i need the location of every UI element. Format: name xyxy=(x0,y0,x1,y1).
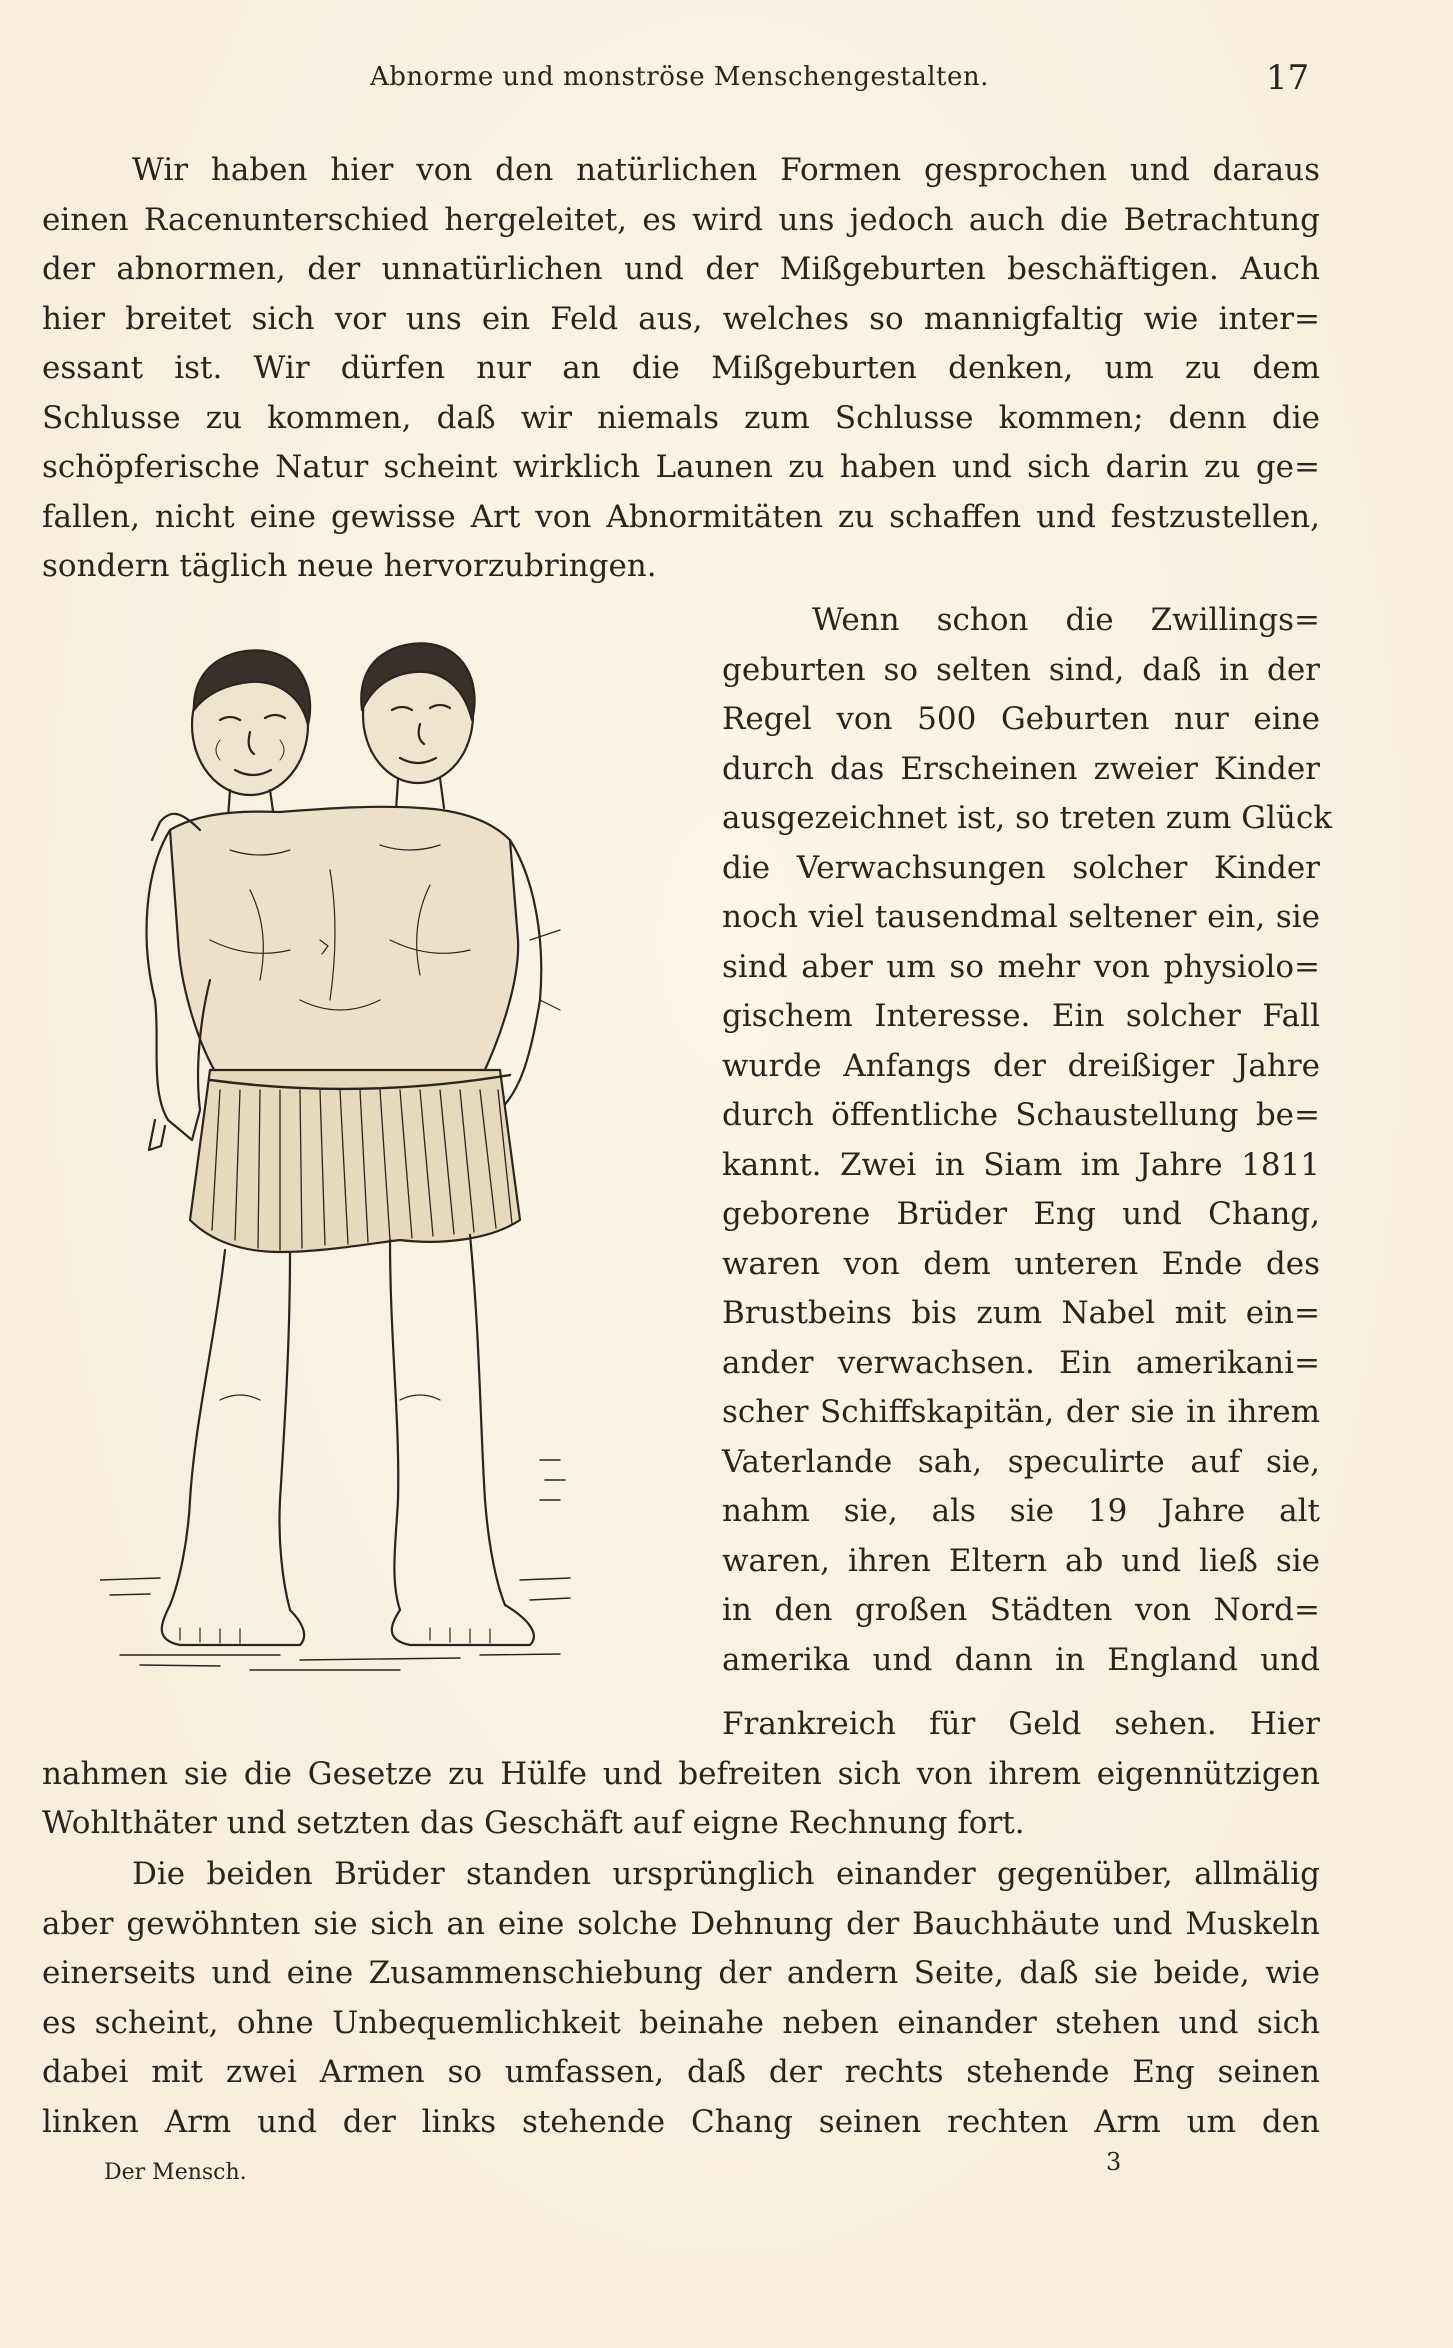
text-line: in den großen Städten von Nord= xyxy=(722,1592,1320,1628)
text-line: Wenn schon die Zwillings= xyxy=(812,602,1320,638)
text-line: Die beiden Brüder standen ursprünglich einander gegenüber, allmälig xyxy=(132,1856,1320,1892)
text-line: durch das Erscheinen zweier Kinder xyxy=(722,750,1320,787)
text-line: es scheint, ohne Unbequemlichkeit beinahe neben einander stehen und sich xyxy=(42,2004,1320,2041)
text-line: Vaterlande sah, speculirte auf sie, xyxy=(722,1443,1320,1480)
text-line: waren, ihren Eltern ab und ließ sie xyxy=(722,1542,1320,1579)
footer-signature: Der Mensch. xyxy=(104,2160,247,2185)
twins-engraving xyxy=(100,640,700,1680)
text-line: geborene Brüder Eng und Chang, xyxy=(722,1196,1320,1232)
text-line: gischem Interesse. Ein solcher Fall xyxy=(722,998,1320,1034)
text-line: waren von dem unteren Ende des xyxy=(722,1245,1320,1282)
text-line: nahmen sie die Gesetze zu Hülfe und befreiten sich von ihrem eigennützigen xyxy=(42,1755,1320,1792)
text-line: die Verwachsungen solcher Kinder xyxy=(722,849,1320,886)
text-line: ausgezeichnet ist, so treten zum Glück xyxy=(722,800,1333,836)
text-line: sind aber um so mehr von physiolo= xyxy=(722,948,1320,985)
text-line: essant ist. Wir dürfen nur an die Mißgeburten denken, um zu dem xyxy=(42,350,1320,386)
text-line: Regel von 500 Geburten nur eine xyxy=(722,701,1320,737)
text-line: dabei mit zwei Armen so umfassen, daß der rechts stehende Eng seinen xyxy=(42,2054,1320,2090)
text-line: scher Schiffskapitän, der sie in ihrem xyxy=(722,1394,1320,1430)
paragraph-twins xyxy=(722,596,1333,1685)
text-line: schöpferische Natur scheint wirklich Launen zu haben und sich darin zu ge= xyxy=(42,449,1320,485)
text-line: geburten so selten sind, daß in der xyxy=(722,651,1320,688)
text-line: hier breitet sich vor uns ein Feld aus, welches so mannigfaltig wie inter= xyxy=(42,300,1320,337)
text-line: durch öffentliche Schaustellung be= xyxy=(722,1097,1320,1133)
paragraph-brothers xyxy=(42,1850,1320,2147)
sheet-number: 3 xyxy=(1106,2148,1122,2176)
text-line: Frankreich für Geld sehen. Hier xyxy=(722,1706,1320,1742)
text-line: kannt. Zwei in Siam im Jahre 1811 xyxy=(722,1146,1320,1183)
paragraph-france xyxy=(42,1700,1320,1849)
text-line: Brustbeins bis zum Nabel mit ein= xyxy=(722,1295,1320,1331)
text-line: sondern täglich neue hervorzubringen. xyxy=(42,548,657,584)
paragraph-natural-forms xyxy=(42,146,1320,592)
text-line: aber gewöhnten sie sich an eine solche Dehnung der Bauchhäute und Muskeln xyxy=(42,1905,1320,1942)
text-line: ander verwachsen. Ein amerikani= xyxy=(722,1344,1320,1381)
text-line: nahm sie, als sie 19 Jahre alt xyxy=(722,1493,1320,1529)
text-line: fallen, nicht eine gewisse Art von Abnormitäten zu schaffen und festzustellen, xyxy=(42,498,1320,535)
running-head: Abnorme und monströse Menschengestalten. xyxy=(370,62,989,92)
text-line: amerika und dann in England und xyxy=(722,1641,1320,1678)
text-line: Wohlthäter und setzten das Geschäft auf eigne Rechnung fort. xyxy=(42,1805,1025,1841)
page-number: 17 xyxy=(1266,58,1310,98)
text-line: einerseits und eine Zusammenschiebung der andern Seite, daß sie beide, wie xyxy=(42,1955,1320,1991)
text-line: Schlusse zu kommen, daß wir niemals zum Schlusse kommen; denn die xyxy=(42,399,1320,436)
text-line: der abnormen, der unnatürlichen und der Mißgeburten beschäftigen. Auch xyxy=(42,251,1320,287)
text-line: wurde Anfangs der dreißiger Jahre xyxy=(722,1047,1320,1084)
text-line: linken Arm und der links stehende Chang seinen rechten Arm um den xyxy=(42,2103,1320,2140)
twins-illustration xyxy=(100,640,700,1680)
text-line: Wir haben hier von den natürlichen Formen gesprochen und daraus xyxy=(132,152,1320,188)
text-line: noch viel tausendmal seltener ein, sie xyxy=(722,899,1320,935)
text-line: einen Racenunterschied hergeleitet, es wird uns jedoch auch die Betrachtung xyxy=(42,201,1320,238)
